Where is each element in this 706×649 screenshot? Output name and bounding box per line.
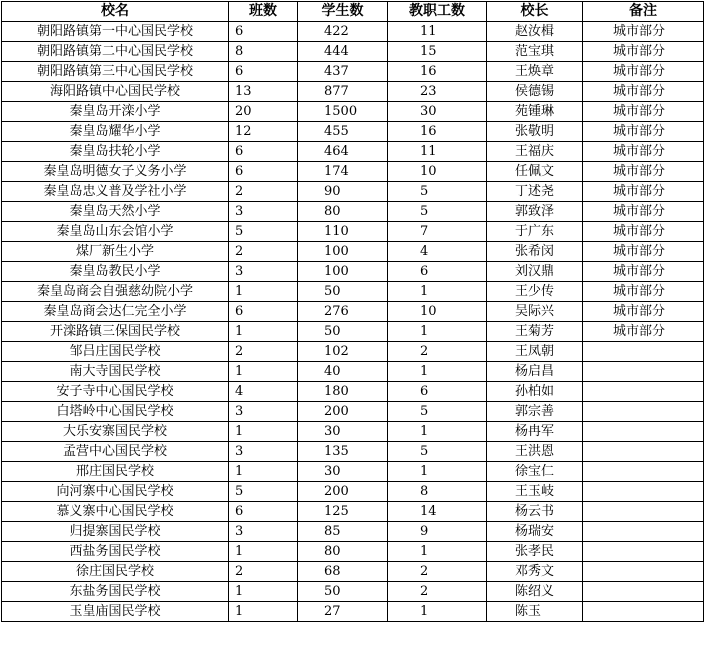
classes-cell: 1: [229, 582, 298, 602]
note-cell: [583, 382, 704, 402]
staff-cell: 10: [388, 162, 487, 182]
classes-cell: 2: [229, 562, 298, 582]
principal-cell: 王福庆: [487, 142, 583, 162]
staff-cell: 7: [388, 222, 487, 242]
school-name-cell: 白塔岭中心国民学校: [2, 402, 229, 422]
school-name-cell: 秦皇岛山东会馆小学: [2, 222, 229, 242]
classes-cell: 6: [229, 502, 298, 522]
note-cell: [583, 442, 704, 462]
classes-cell: 1: [229, 422, 298, 442]
table-row: [2, 62, 704, 82]
students-cell: 437: [298, 62, 388, 82]
classes-cell: 13: [229, 82, 298, 102]
school-name-cell: 邹吕庄国民学校: [2, 342, 229, 362]
table-body: [2, 22, 704, 622]
note-cell: 城市部分: [583, 62, 704, 82]
table-row: [2, 102, 704, 122]
note-cell: [583, 522, 704, 542]
table-row: [2, 122, 704, 142]
classes-cell: 1: [229, 542, 298, 562]
students-cell: 100: [298, 242, 388, 262]
table-row: [2, 42, 704, 62]
school-name-cell: 西盐务国民学校: [2, 542, 229, 562]
principal-cell: 范宝琪: [487, 42, 583, 62]
staff-cell: 1: [388, 602, 487, 622]
principal-cell: 王菊芳: [487, 322, 583, 342]
table-row: [2, 222, 704, 242]
school-name-cell: 朝阳路镇第二中心国民学校: [2, 42, 229, 62]
header-students: 学生数: [298, 2, 388, 22]
students-cell: 80: [298, 202, 388, 222]
school-name-cell: 开滦路镇三保国民学校: [2, 322, 229, 342]
school-name-cell: 秦皇岛耀华小学: [2, 122, 229, 142]
table-row: [2, 82, 704, 102]
table-row: [2, 282, 704, 302]
note-cell: [583, 462, 704, 482]
classes-cell: 1: [229, 462, 298, 482]
classes-cell: 1: [229, 602, 298, 622]
school-name-cell: 朝阳路镇第一中心国民学校: [2, 22, 229, 42]
staff-cell: 23: [388, 82, 487, 102]
staff-cell: 1: [388, 542, 487, 562]
note-cell: 城市部分: [583, 182, 704, 202]
classes-cell: 1: [229, 282, 298, 302]
principal-cell: 郭宗善: [487, 402, 583, 422]
principal-cell: 陈绍义: [487, 582, 583, 602]
staff-cell: 4: [388, 242, 487, 262]
students-cell: 180: [298, 382, 388, 402]
principal-cell: 孙柏如: [487, 382, 583, 402]
school-name-cell: 玉皇庙国民学校: [2, 602, 229, 622]
students-cell: 30: [298, 462, 388, 482]
note-cell: [583, 342, 704, 362]
classes-cell: 3: [229, 402, 298, 422]
note-cell: 城市部分: [583, 42, 704, 62]
school-name-cell: 海阳路镇中心国民学校: [2, 82, 229, 102]
school-name-cell: 秦皇岛开滦小学: [2, 102, 229, 122]
principal-cell: 王凤朝: [487, 342, 583, 362]
principal-cell: 郭致泽: [487, 202, 583, 222]
students-cell: 174: [298, 162, 388, 182]
principal-cell: 丁述尧: [487, 182, 583, 202]
school-name-cell: 徐庄国民学校: [2, 562, 229, 582]
principal-cell: 杨启昌: [487, 362, 583, 382]
classes-cell: 6: [229, 302, 298, 322]
staff-cell: 2: [388, 562, 487, 582]
table-row: [2, 242, 704, 262]
principal-cell: 吴际兴: [487, 302, 583, 322]
note-cell: 城市部分: [583, 102, 704, 122]
table-row: [2, 302, 704, 322]
students-cell: 50: [298, 582, 388, 602]
header-name: 校名: [2, 2, 229, 22]
students-cell: 40: [298, 362, 388, 382]
school-name-cell: 秦皇岛天然小学: [2, 202, 229, 222]
staff-cell: 5: [388, 182, 487, 202]
classes-cell: 2: [229, 182, 298, 202]
table-row: [2, 322, 704, 342]
staff-cell: 30: [388, 102, 487, 122]
principal-cell: 赵汝楫: [487, 22, 583, 42]
staff-cell: 11: [388, 22, 487, 42]
table-row: [2, 602, 704, 622]
schools-table: [1, 1, 704, 622]
table-row: [2, 502, 704, 522]
note-cell: [583, 582, 704, 602]
staff-cell: 1: [388, 282, 487, 302]
staff-cell: 6: [388, 262, 487, 282]
note-cell: [583, 542, 704, 562]
table-row: [2, 202, 704, 222]
table-row: [2, 362, 704, 382]
header-row: [2, 2, 704, 22]
staff-cell: 10: [388, 302, 487, 322]
school-name-cell: 秦皇岛教民小学: [2, 262, 229, 282]
table-row: [2, 382, 704, 402]
school-name-cell: 向河寨中心国民学校: [2, 482, 229, 502]
table-row: [2, 162, 704, 182]
classes-cell: 1: [229, 322, 298, 342]
students-cell: 110: [298, 222, 388, 242]
table-row: [2, 422, 704, 442]
staff-cell: 9: [388, 522, 487, 542]
students-cell: 877: [298, 82, 388, 102]
principal-cell: 杨云书: [487, 502, 583, 522]
school-name-cell: 南大寺国民学校: [2, 362, 229, 382]
school-name-cell: 煤厂新生小学: [2, 242, 229, 262]
staff-cell: 14: [388, 502, 487, 522]
staff-cell: 16: [388, 122, 487, 142]
classes-cell: 1: [229, 362, 298, 382]
table-row: [2, 482, 704, 502]
note-cell: 城市部分: [583, 222, 704, 242]
school-name-cell: 邢庄国民学校: [2, 462, 229, 482]
students-cell: 125: [298, 502, 388, 522]
principal-cell: 王玉岐: [487, 482, 583, 502]
principal-cell: 王少传: [487, 282, 583, 302]
header-classes: 班数: [229, 2, 298, 22]
principal-cell: 刘汉鼎: [487, 262, 583, 282]
students-cell: 464: [298, 142, 388, 162]
classes-cell: 20: [229, 102, 298, 122]
table-row: [2, 522, 704, 542]
classes-cell: 2: [229, 342, 298, 362]
principal-cell: 张孝民: [487, 542, 583, 562]
school-name-cell: 秦皇岛忠义普及学社小学: [2, 182, 229, 202]
classes-cell: 4: [229, 382, 298, 402]
classes-cell: 6: [229, 62, 298, 82]
school-name-cell: 安子寺中心国民学校: [2, 382, 229, 402]
classes-cell: 5: [229, 482, 298, 502]
note-cell: [583, 602, 704, 622]
table-row: [2, 562, 704, 582]
principal-cell: 苑锺琳: [487, 102, 583, 122]
table-row: [2, 542, 704, 562]
students-cell: 444: [298, 42, 388, 62]
students-cell: 135: [298, 442, 388, 462]
classes-cell: 5: [229, 222, 298, 242]
school-name-cell: 慕义寨中心国民学校: [2, 502, 229, 522]
school-name-cell: 归提寨国民学校: [2, 522, 229, 542]
note-cell: 城市部分: [583, 82, 704, 102]
note-cell: [583, 422, 704, 442]
note-cell: 城市部分: [583, 282, 704, 302]
note-cell: 城市部分: [583, 202, 704, 222]
header-staff: 教职工数: [388, 2, 487, 22]
students-cell: 85: [298, 522, 388, 542]
note-cell: 城市部分: [583, 242, 704, 262]
table-row: [2, 402, 704, 422]
note-cell: 城市部分: [583, 322, 704, 342]
staff-cell: 6: [388, 382, 487, 402]
students-cell: 422: [298, 22, 388, 42]
classes-cell: 6: [229, 22, 298, 42]
staff-cell: 1: [388, 422, 487, 442]
students-cell: 50: [298, 322, 388, 342]
note-cell: 城市部分: [583, 262, 704, 282]
principal-cell: 杨瑞安: [487, 522, 583, 542]
note-cell: 城市部分: [583, 162, 704, 182]
school-name-cell: 秦皇岛商会达仁完全小学: [2, 302, 229, 322]
students-cell: 30: [298, 422, 388, 442]
table-row: [2, 22, 704, 42]
principal-cell: 侯德锡: [487, 82, 583, 102]
table-row: [2, 462, 704, 482]
students-cell: 102: [298, 342, 388, 362]
classes-cell: 6: [229, 162, 298, 182]
staff-cell: 1: [388, 322, 487, 342]
students-cell: 27: [298, 602, 388, 622]
principal-cell: 杨冉军: [487, 422, 583, 442]
classes-cell: 3: [229, 202, 298, 222]
students-cell: 50: [298, 282, 388, 302]
note-cell: 城市部分: [583, 142, 704, 162]
principal-cell: 任佩文: [487, 162, 583, 182]
principal-cell: 张敬明: [487, 122, 583, 142]
school-name-cell: 朝阳路镇第三中心国民学校: [2, 62, 229, 82]
staff-cell: 5: [388, 402, 487, 422]
students-cell: 276: [298, 302, 388, 322]
table-row: [2, 182, 704, 202]
header-note: 备注: [583, 2, 704, 22]
principal-cell: 徐宝仁: [487, 462, 583, 482]
students-cell: 68: [298, 562, 388, 582]
note-cell: [583, 402, 704, 422]
school-name-cell: 东盐务国民学校: [2, 582, 229, 602]
staff-cell: 5: [388, 442, 487, 462]
classes-cell: 3: [229, 442, 298, 462]
classes-cell: 8: [229, 42, 298, 62]
principal-cell: 张希闵: [487, 242, 583, 262]
principal-cell: 邓秀文: [487, 562, 583, 582]
classes-cell: 12: [229, 122, 298, 142]
school-name-cell: 秦皇岛明德女子义务小学: [2, 162, 229, 182]
note-cell: [583, 502, 704, 522]
staff-cell: 2: [388, 582, 487, 602]
school-name-cell: 大乐安寨国民学校: [2, 422, 229, 442]
students-cell: 200: [298, 402, 388, 422]
classes-cell: 3: [229, 262, 298, 282]
students-cell: 455: [298, 122, 388, 142]
table-row: [2, 142, 704, 162]
table-row: [2, 262, 704, 282]
students-cell: 90: [298, 182, 388, 202]
note-cell: 城市部分: [583, 22, 704, 42]
principal-cell: 于广东: [487, 222, 583, 242]
table-row: [2, 582, 704, 602]
staff-cell: 1: [388, 362, 487, 382]
classes-cell: 6: [229, 142, 298, 162]
school-name-cell: 孟营中心国民学校: [2, 442, 229, 462]
note-cell: 城市部分: [583, 122, 704, 142]
staff-cell: 2: [388, 342, 487, 362]
students-cell: 1500: [298, 102, 388, 122]
school-name-cell: 秦皇岛扶轮小学: [2, 142, 229, 162]
staff-cell: 8: [388, 482, 487, 502]
classes-cell: 3: [229, 522, 298, 542]
school-name-cell: 秦皇岛商会自强慈幼院小学: [2, 282, 229, 302]
principal-cell: 王焕章: [487, 62, 583, 82]
staff-cell: 1: [388, 462, 487, 482]
classes-cell: 2: [229, 242, 298, 262]
staff-cell: 11: [388, 142, 487, 162]
students-cell: 200: [298, 482, 388, 502]
note-cell: 城市部分: [583, 302, 704, 322]
staff-cell: 15: [388, 42, 487, 62]
staff-cell: 5: [388, 202, 487, 222]
table-row: [2, 342, 704, 362]
principal-cell: 陈玉: [487, 602, 583, 622]
students-cell: 100: [298, 262, 388, 282]
header-principal: 校长: [487, 2, 583, 22]
note-cell: [583, 362, 704, 382]
note-cell: [583, 562, 704, 582]
table-row: [2, 442, 704, 462]
note-cell: [583, 482, 704, 502]
students-cell: 80: [298, 542, 388, 562]
principal-cell: 王洪恩: [487, 442, 583, 462]
staff-cell: 16: [388, 62, 487, 82]
